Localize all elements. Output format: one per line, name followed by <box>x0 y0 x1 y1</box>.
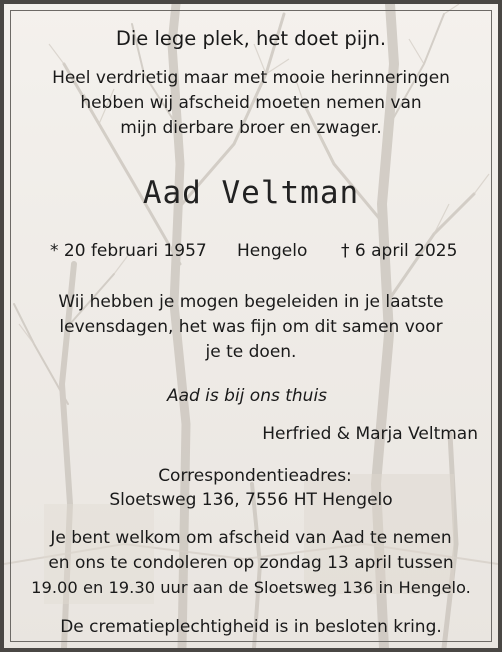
notice-text <box>4 4 498 648</box>
place: Hengelo <box>237 241 308 261</box>
signed-by: Herfried & Marja Veltman <box>262 424 478 444</box>
accompany-line: je te doen. <box>205 342 297 362</box>
headline: Die lege plek, het doet pijn. <box>115 27 387 50</box>
birth-date: * 20 februari 1957 <box>50 241 207 261</box>
deceased-name: Aad Veltman <box>142 175 360 211</box>
correspondence-address: Sloetsweg 136, 7556 HT Hengelo <box>109 490 393 510</box>
at-home-note: Aad is bij ons thuis <box>166 386 328 406</box>
life-dates <box>4 240 498 262</box>
correspondence-label: Correspondentieadres: <box>158 466 352 486</box>
visit-line: Je bent welkom om afscheid van Aad te nemen <box>50 528 452 548</box>
intro-line: Heel verdrietig maar met mooie herinneringen <box>52 68 450 88</box>
visit-line: 19.00 en 19.30 uur aan de Sloetsweg 136 in Hengelo. <box>31 578 471 597</box>
visit-line: en ons te condoleren op zondag 13 april tussen <box>48 553 454 573</box>
accompany-line: Wij hebben je mogen begeleiden in je laatste <box>58 292 444 312</box>
intro-line: mijn dierbare broer en zwager. <box>120 118 382 138</box>
death-date: † 6 april 2025 <box>341 241 458 261</box>
cremation-note: De crematieplechtigheid is in besloten kring. <box>60 617 442 637</box>
intro-line: hebben wij afscheid moeten nemen van <box>80 93 422 113</box>
accompany-line: levensdagen, het was fijn om dit samen voor <box>59 317 443 337</box>
